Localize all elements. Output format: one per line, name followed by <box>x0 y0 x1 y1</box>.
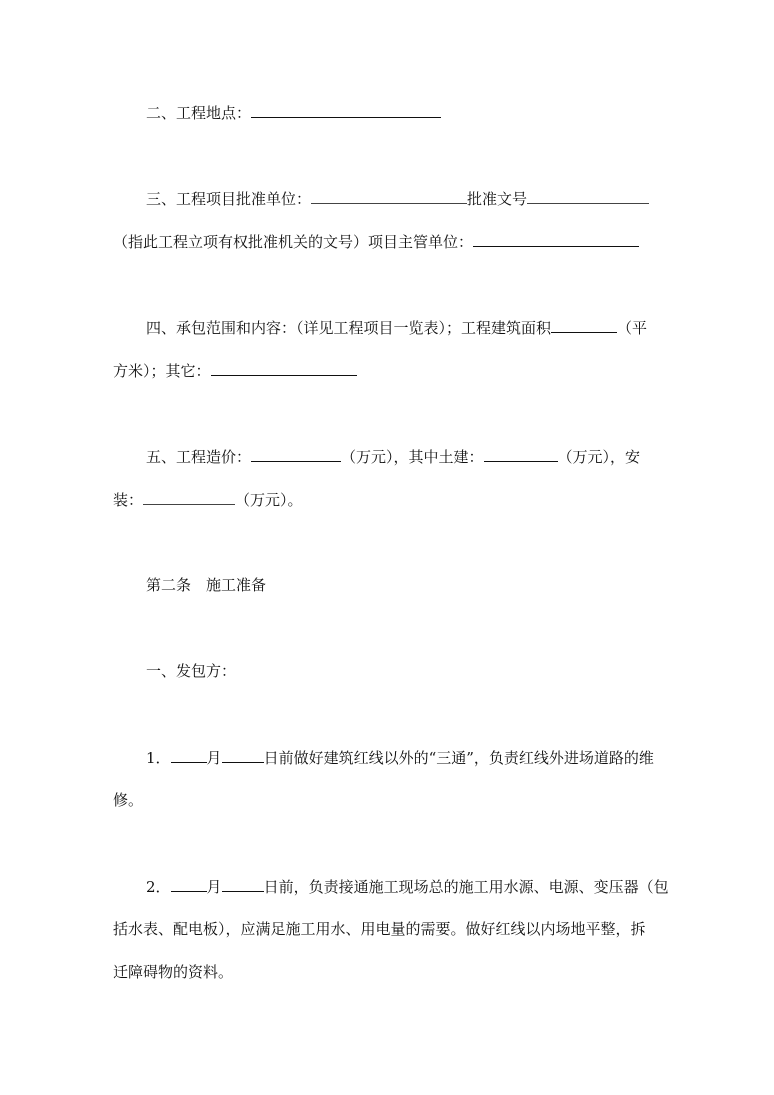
article-title: 第二条 施工准备 <box>146 576 267 594</box>
item-1-text: 日前做好建筑红线以外的“三通”，负责红线外进场道路的维 <box>263 749 654 767</box>
approval-number-blank <box>527 188 649 204</box>
cost-label: 五、工程造价： <box>146 448 252 466</box>
supervising-unit-blank <box>473 231 639 247</box>
clause-location <box>146 102 441 123</box>
item-1-day-blank <box>222 747 264 763</box>
item-2-line1 <box>146 876 669 897</box>
approval-number-label: 批准文号 <box>467 190 528 208</box>
item-1-line2: 修。 <box>113 791 144 809</box>
install-start: （万元），安 <box>557 448 641 466</box>
item-1-line1 <box>146 747 654 768</box>
clause-approval-line1 <box>146 188 649 209</box>
location-blank <box>251 102 441 118</box>
item-2-line3: 迁障碍物的资料。 <box>113 963 234 981</box>
item-2-text: 日前，负责接通施工现场总的施工用水源、电源、变压器（包 <box>263 878 669 896</box>
civil-blank <box>484 446 558 462</box>
install-unit: （万元）。 <box>235 491 303 509</box>
item-2-month-blank <box>171 876 207 892</box>
area-unit-start: （平 <box>617 319 648 337</box>
civil-label: （万元），其中土建： <box>341 448 484 466</box>
item-1-number: 1． <box>146 749 171 767</box>
item-2-line2: 括水表、配电板），应满足施工用水、用电量的需要。做好红线以内场地平整，拆 <box>113 920 646 938</box>
clause-scope-line1 <box>146 317 647 338</box>
building-area-blank <box>551 317 617 333</box>
approval-note-text: （指此工程立项有权批准机关的文号）项目主管单位： <box>113 233 474 251</box>
item-1-month-label: 月 <box>206 749 222 767</box>
clause-cost-line1 <box>146 446 640 467</box>
install-label: 装： <box>113 491 144 509</box>
item-1-month-blank <box>171 747 207 763</box>
other-label: 方米）；其它： <box>113 362 211 380</box>
item-2-day-blank <box>222 876 264 892</box>
other-blank <box>211 360 357 376</box>
approval-unit-label: 三、工程项目批准单位： <box>146 190 312 208</box>
clause-approval-line2 <box>113 231 639 252</box>
item-2-number: 2． <box>146 878 171 896</box>
clause-scope-line2 <box>113 360 357 381</box>
scope-text: 四、承包范围和内容：（详见工程项目一览表）；工程建筑面积 <box>146 319 552 337</box>
install-blank <box>143 489 235 505</box>
item-2-month-label: 月 <box>206 878 222 896</box>
location-label: 二、工程地点： <box>146 104 252 122</box>
cost-blank <box>251 446 341 462</box>
clause-cost-line2 <box>113 489 303 510</box>
approval-unit-blank <box>311 188 467 204</box>
party-heading: 一、发包方： <box>146 662 237 680</box>
